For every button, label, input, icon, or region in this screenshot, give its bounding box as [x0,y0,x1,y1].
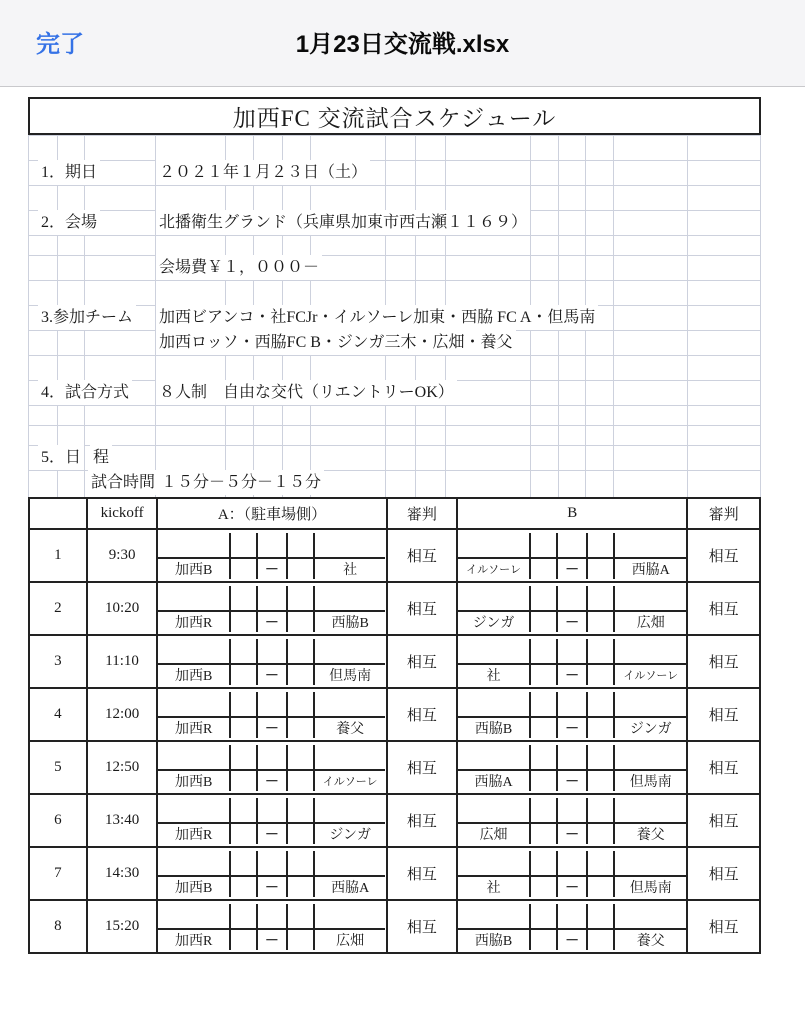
court-b-match [456,583,686,634]
score-box [529,745,556,769]
header-referee: 審判 [686,499,759,528]
match-row [30,846,759,899]
score-box [313,692,386,716]
score-box [529,557,556,579]
score-box [529,610,556,632]
referee-a: 相互 [386,795,457,846]
header-referee: 審判 [386,499,457,528]
match-number: 1 [54,547,62,563]
score-box [529,769,556,791]
kickoff-time: 10:20 [86,583,157,634]
score-box [613,904,686,928]
schedule-table [28,497,761,954]
teams-line2: 加西ロッソ・西脇FC B・ジンガ三木・広畑・養父 [156,330,516,355]
score-box [586,663,613,685]
team-a-away: イルソーレ [313,769,386,791]
vs-dash: － [256,610,286,632]
match-row [30,581,759,634]
score-box [313,745,386,769]
score-box [158,798,228,822]
score-box [229,586,256,610]
team-b-away: 但馬南 [613,875,686,897]
court-a-match [156,636,385,687]
document-title: 1月23日交流戦.xlsx [295,31,510,58]
court-b-match [456,530,686,581]
score-box [286,851,313,875]
gridline [28,135,761,136]
score-box [313,586,386,610]
match-row [30,793,759,846]
team-a-home: 加西R [158,716,228,738]
score-box [586,851,613,875]
team-b-home: ジンガ [458,610,529,632]
score-box [586,610,613,632]
score-box [458,904,529,928]
score-box [586,798,613,822]
score-box [586,586,613,610]
vs-dash: － [256,822,286,844]
score-box [286,716,313,738]
team-a-home: 加西B [158,769,228,791]
gridline [28,405,761,406]
score-box [256,639,286,663]
score-box [458,533,529,557]
vs-dash: － [256,769,286,791]
score-box [229,692,256,716]
score-box [286,557,313,579]
court-a-match [156,689,385,740]
team-b-away: ジンガ [613,716,686,738]
score-box [586,822,613,844]
kickoff-time: 12:50 [86,742,157,793]
referee-b: 相互 [686,848,759,899]
gridline [28,235,761,236]
gridline [28,185,761,186]
team-a-home: 加西R [158,928,228,950]
score-box [586,692,613,716]
score-box [286,875,313,897]
vs-dash: － [256,928,286,950]
team-a-away: 社 [313,557,386,579]
score-box [529,875,556,897]
score-box [158,851,228,875]
team-a-away: 広畑 [313,928,386,950]
court-a-match [156,742,385,793]
score-box [158,639,228,663]
match-row [30,634,759,687]
venue-fee: 会場費￥１，０００－ [156,255,322,280]
team-b-away: 但馬南 [613,769,686,791]
score-box [529,639,556,663]
score-box [256,586,286,610]
vs-dash: － [256,557,286,579]
sheet-title: 加西FC 交流試合スケジュール [28,97,761,135]
score-box [229,822,256,844]
team-b-away: 養父 [613,822,686,844]
schedule-label2: 程 [90,445,112,470]
team-b-home: イルソーレ [458,557,529,579]
score-box [458,692,529,716]
score-box [586,769,613,791]
team-a-home: 加西B [158,663,228,685]
score-box [229,716,256,738]
score-box [313,851,386,875]
score-box [256,533,286,557]
referee-a: 相互 [386,742,457,793]
score-box [286,586,313,610]
match-row [30,740,759,793]
referee-a: 相互 [386,689,457,740]
court-a-match [156,530,385,581]
toolbar [0,0,805,87]
vs-dash: － [556,610,586,632]
team-a-away: ジンガ [313,822,386,844]
score-box [529,663,556,685]
team-b-away: 西脇A [613,557,686,579]
score-box [313,798,386,822]
teams-label: 3.参加チーム [38,305,136,330]
score-box [286,745,313,769]
vs-dash: － [556,875,586,897]
score-box [556,692,586,716]
score-box [229,769,256,791]
kickoff-time: 11:10 [86,636,157,687]
score-box [556,586,586,610]
gridline [28,355,761,356]
referee-b: 相互 [686,689,759,740]
gridline [28,160,761,161]
score-box [586,904,613,928]
score-box [313,639,386,663]
court-a-match [156,901,385,952]
team-b-home: 社 [458,875,529,897]
match-number: 2 [54,600,62,616]
score-box [529,822,556,844]
score-box [586,533,613,557]
score-box [586,639,613,663]
court-b-match [456,795,686,846]
score-box [586,716,613,738]
team-b-away: 広畑 [613,610,686,632]
score-box [313,904,386,928]
score-box [286,610,313,632]
score-box [286,692,313,716]
header-kickoff: kickoff [86,499,157,528]
schedule-table-header [30,499,759,530]
score-box [458,639,529,663]
vs-dash: － [556,769,586,791]
score-box [529,533,556,557]
header-court-b: B [456,499,686,528]
match-time-label: 試合時間 [88,470,158,495]
score-box [613,745,686,769]
referee-b: 相互 [686,901,759,952]
done-button[interactable]: 完了 [36,24,84,59]
vs-dash: － [556,822,586,844]
score-box [529,928,556,950]
vs-dash: － [556,663,586,685]
court-b-match [456,689,686,740]
match-row [30,530,759,581]
gridline [28,255,761,256]
score-box [586,745,613,769]
score-box [158,904,228,928]
score-box [286,822,313,844]
score-box [613,586,686,610]
gridline [687,135,688,497]
gridline [613,135,614,497]
score-box [556,798,586,822]
referee-b: 相互 [686,742,759,793]
court-b-match [456,742,686,793]
score-box [158,692,228,716]
court-a-match [156,848,385,899]
score-box [556,639,586,663]
score-box [613,533,686,557]
score-box [529,904,556,928]
score-box [256,692,286,716]
court-b-match [456,636,686,687]
referee-a: 相互 [386,530,457,581]
date-value: ２０２１年１月２３日（土） [156,160,370,185]
score-box [529,586,556,610]
score-box [529,692,556,716]
score-box [286,904,313,928]
gridline [760,135,761,497]
score-box [229,798,256,822]
match-number: 8 [54,918,62,934]
gridline [28,280,761,281]
team-b-home: 西脇B [458,716,529,738]
score-box [286,798,313,822]
team-a-home: 加西B [158,875,228,897]
team-a-away: 養父 [313,716,386,738]
score-box [586,928,613,950]
score-box [529,716,556,738]
score-box [286,533,313,557]
score-box [613,692,686,716]
vs-dash: － [556,557,586,579]
court-b-match [456,901,686,952]
match-number: 3 [54,653,62,669]
team-b-home: 社 [458,663,529,685]
vs-dash: － [556,928,586,950]
score-box [586,875,613,897]
score-box [613,798,686,822]
team-a-home: 加西R [158,610,228,632]
score-box [256,904,286,928]
score-box [158,533,228,557]
team-b-away: 養父 [613,928,686,950]
score-box [613,851,686,875]
score-box [229,639,256,663]
score-box [586,557,613,579]
kickoff-time: 15:20 [86,901,157,952]
referee-b: 相互 [686,530,759,581]
gridline [28,425,761,426]
score-box [458,798,529,822]
score-box [229,904,256,928]
date-label: 1．期日 [38,160,100,185]
team-a-away: 西脇B [313,610,386,632]
vs-dash: － [256,716,286,738]
score-box [613,639,686,663]
vs-dash: － [256,663,286,685]
kickoff-time: 12:00 [86,689,157,740]
match-number: 5 [54,759,62,775]
kickoff-time: 9:30 [86,530,157,581]
court-b-match [456,848,686,899]
score-box [229,557,256,579]
court-a-match [156,583,385,634]
match-number: 6 [54,812,62,828]
score-box [458,851,529,875]
match-time-value: １５分－５分－１５分 [158,470,324,495]
teams-line1: 加西ビアンコ・社FCJr・イルソーレ加東・西脇 FC A・但馬南 [156,305,598,330]
score-box [313,533,386,557]
score-box [458,586,529,610]
team-a-home: 加西R [158,822,228,844]
referee-b: 相互 [686,636,759,687]
score-box [286,639,313,663]
team-b-home: 西脇A [458,769,529,791]
team-a-away: 但馬南 [313,663,386,685]
team-b-home: 広畑 [458,822,529,844]
score-box [158,586,228,610]
referee-a: 相互 [386,848,457,899]
score-box [556,904,586,928]
vs-dash: － [556,716,586,738]
gridline [28,135,29,497]
referee-a: 相互 [386,901,457,952]
score-box [229,533,256,557]
match-number: 7 [54,865,62,881]
score-box [229,851,256,875]
kickoff-time: 14:30 [86,848,157,899]
score-box [158,745,228,769]
score-box [229,663,256,685]
score-box [256,798,286,822]
score-box [229,610,256,632]
team-b-away: イルソーレ [613,663,686,685]
team-a-home: 加西B [158,557,228,579]
vs-dash: － [256,875,286,897]
score-box [229,745,256,769]
kickoff-time: 13:40 [86,795,157,846]
format-label: 4．試合方式 [38,380,132,405]
referee-a: 相互 [386,636,457,687]
match-row [30,899,759,952]
header-blank [30,499,86,528]
schedule-label: 5．日 [38,445,84,470]
header-court-a: A：（駐車場側） [156,499,385,528]
venue-label: 2．会場 [38,210,100,235]
score-box [229,875,256,897]
score-box [256,851,286,875]
score-box [286,769,313,791]
team-b-home: 西脇B [458,928,529,950]
referee-a: 相互 [386,583,457,634]
score-box [286,928,313,950]
score-box [458,745,529,769]
score-box [286,663,313,685]
score-box [556,851,586,875]
team-a-away: 西脇A [313,875,386,897]
score-box [529,798,556,822]
venue-value: 北播衛生グランド（兵庫県加東市西古瀬１１６９） [156,210,530,235]
match-number: 4 [54,706,62,722]
format-value: ８人制 自由な交代（リエントリーOK） [156,380,457,405]
schedule-table-body [30,530,759,952]
score-box [256,745,286,769]
referee-b: 相互 [686,583,759,634]
score-box [556,533,586,557]
court-a-match [156,795,385,846]
match-row [30,687,759,740]
gridline [28,445,761,446]
score-box [229,928,256,950]
score-box [556,745,586,769]
score-box [529,851,556,875]
referee-b: 相互 [686,795,759,846]
